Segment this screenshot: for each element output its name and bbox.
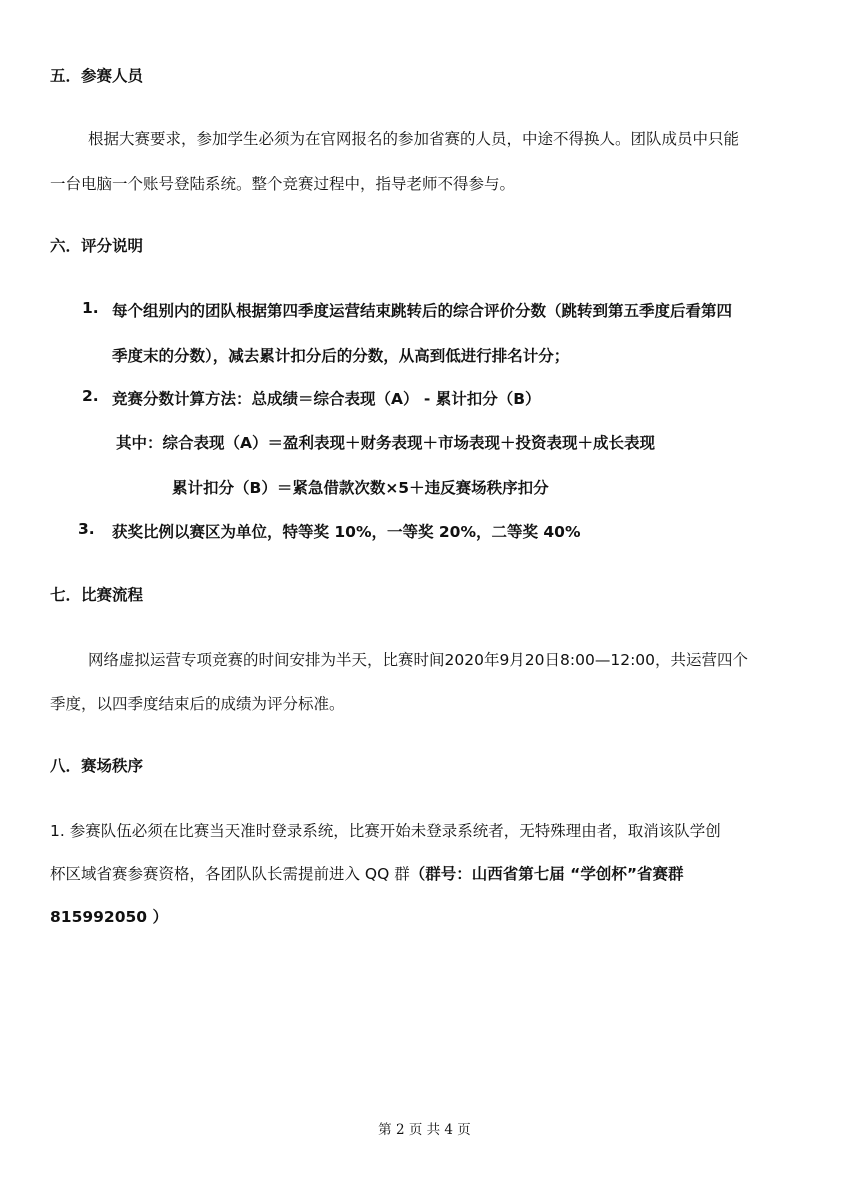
section-7-para-line-2: 季度，以四季度结束后的成绩为评分标准。 — [50, 695, 345, 713]
scoring-item-3-line-1: 获奖比例以赛区为单位，特等奖 10%，一等奖 20%，二等奖 40% — [112, 523, 581, 541]
section-5-para-line-2: 一台电脑一个账号登陆系统。整个竞赛过程中，指导老师不得参与。 — [50, 175, 516, 193]
page-footer: 第 2 页 共 4 页 — [378, 1122, 471, 1138]
section-6-heading: 六．评分说明 — [50, 237, 144, 255]
scoring-item-2-line-1: 竞赛分数计算方法：总成绩＝综合表现（A） - 累计扣分（B） — [112, 390, 541, 408]
scoring-item-2-line-2: 其中：综合表现（A）＝盈利表现＋财务表现＋市场表现＋投资表现＋成长表现 — [116, 434, 655, 452]
section-8-para-line-2-text: 杯区域省赛参赛资格，各团队队长需提前进入 QQ 群 — [50, 865, 410, 883]
section-5-heading: 五．参赛人员 — [50, 67, 144, 85]
qq-group-number: 815992050 ） — [50, 908, 168, 926]
scoring-item-1-line-1: 每个组别内的团队根据第四季度运营结束跳转后的综合评价分数（跳转到第五季度后看第四 — [112, 302, 733, 320]
section-5-para-line-1: 根据大赛要求，参加学生必须为在官网报名的参加省赛的人员，中途不得换人。团队成员中只能 — [88, 130, 740, 148]
scoring-item-1-line-2: 季度末的分数），减去累计扣分后的分数，从高到低进行排名计分； — [112, 347, 570, 365]
section-7-heading: 七．比赛流程 — [50, 586, 144, 604]
section-8-heading: 八．赛场秩序 — [50, 757, 144, 775]
scoring-item-2-number: 2. — [82, 387, 99, 405]
scoring-item-3-number: 3. — [78, 520, 95, 538]
scoring-item-1-number: 1. — [82, 299, 99, 317]
section-8-para-line-2 — [50, 862, 684, 884]
section-8-para-line-1: 1. 参赛队伍必须在比赛当天准时登录系统，比赛开始未登录系统者，无特殊理由者，取消该队学创 — [50, 822, 721, 840]
scoring-item-2-line-3: 累计扣分（B）＝紧急借款次数×5＋违反赛场秩序扣分 — [172, 479, 549, 497]
qq-group-info: （群号：山西省第七届 “学创杯”省赛群 — [409, 865, 684, 883]
section-7-para-line-1: 网络虚拟运营专项竞赛的时间安排为半天，比赛时间2020年9月20日8:00—12:00，共运营四个 — [88, 651, 749, 669]
